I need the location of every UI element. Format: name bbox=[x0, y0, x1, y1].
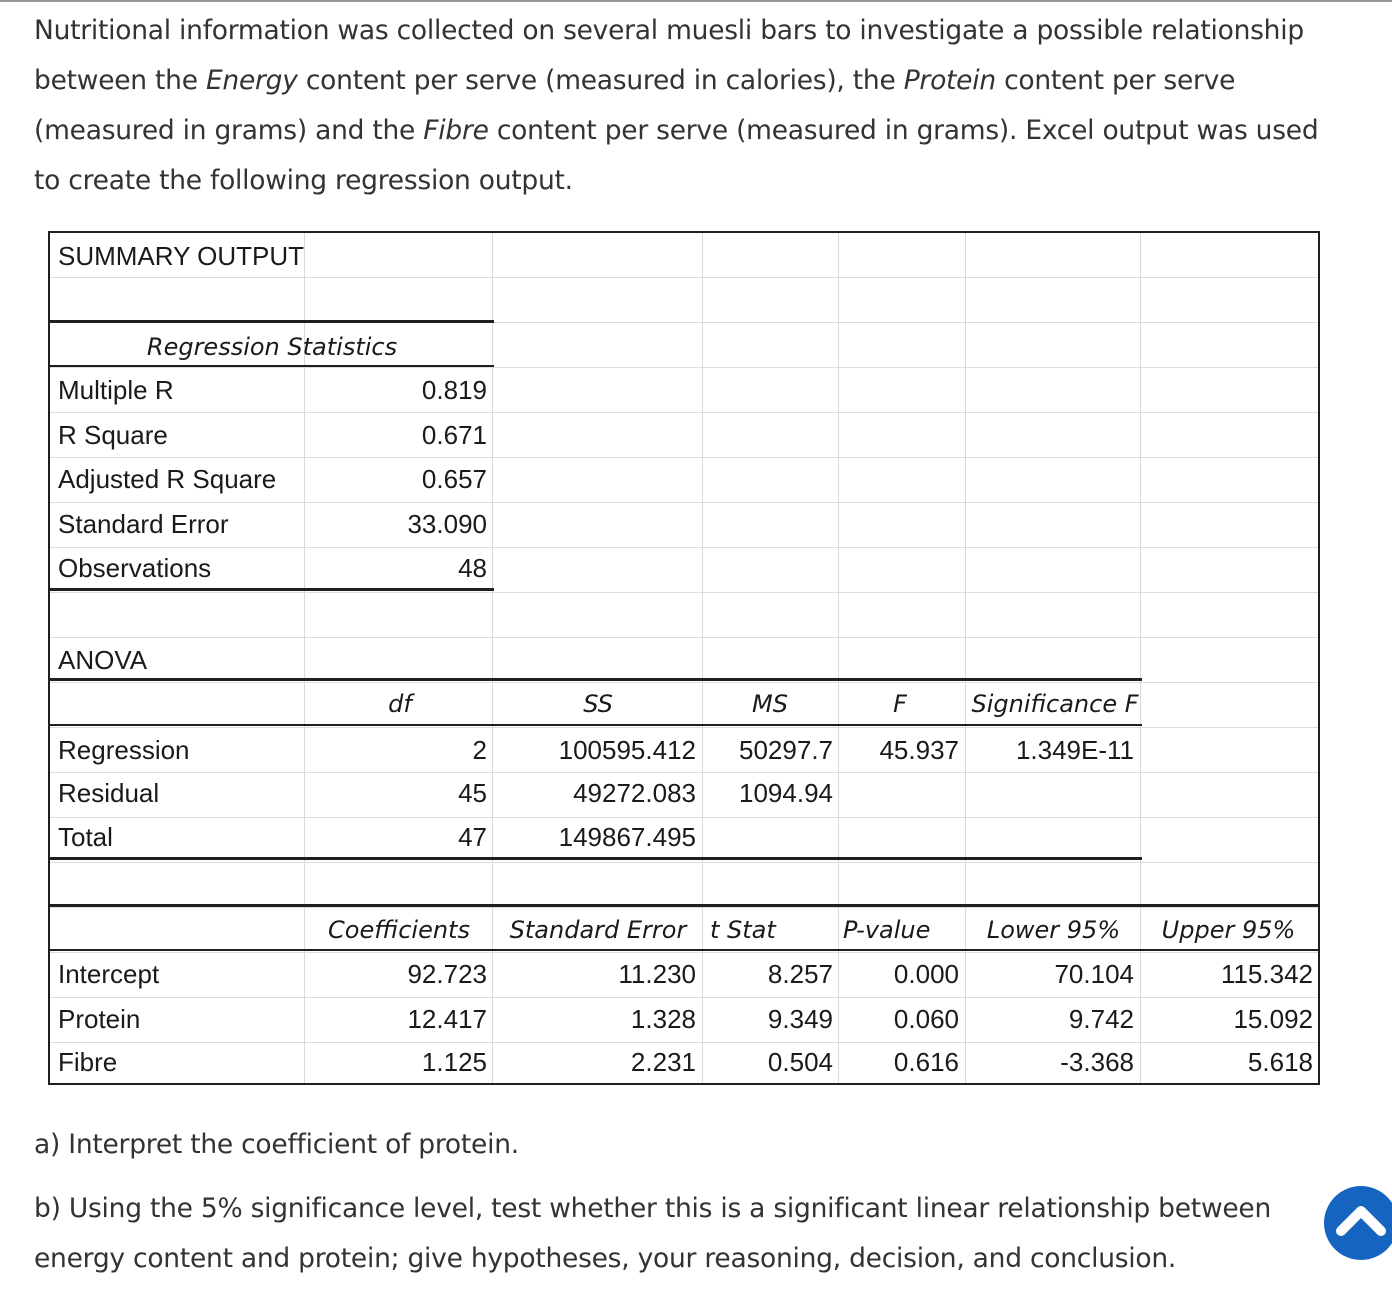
anova-header-f: F bbox=[893, 690, 907, 718]
intro-text: Nutritional information was collected on several muesli bars to investigate a possible relationship bbox=[34, 15, 1304, 46]
coef-header-tstat: t Stat bbox=[710, 916, 776, 944]
coef-header-stderr: Standard Error bbox=[509, 916, 687, 944]
coef-pvalue: 0.616 bbox=[893, 1047, 959, 1077]
anova-df: 45 bbox=[458, 778, 487, 808]
anova-f: 45.937 bbox=[879, 735, 959, 765]
intro-text: content per serve (measured in grams). Excel output was used bbox=[488, 115, 1319, 146]
regstats-header-rule bbox=[50, 365, 494, 367]
anova-title: ANOVA bbox=[58, 645, 148, 675]
regstats-top-rule bbox=[50, 320, 494, 323]
coef-header-upper95: Upper 95% bbox=[1161, 916, 1296, 944]
stat-label: Adjusted R Square bbox=[58, 464, 277, 494]
anova-df: 47 bbox=[458, 822, 487, 852]
stat-value: 48 bbox=[458, 553, 487, 583]
anova-ss: 100595.412 bbox=[558, 735, 696, 765]
intro-text: content per serve (measured in calories), the bbox=[297, 65, 904, 96]
anova-header-sigf: Significance F bbox=[971, 690, 1139, 718]
coef-value: 92.723 bbox=[407, 959, 487, 989]
coef-stderr: 1.328 bbox=[630, 1004, 696, 1034]
stat-label: Standard Error bbox=[58, 509, 229, 539]
coef-upper95: 5.618 bbox=[1247, 1047, 1313, 1077]
anova-ss: 149867.495 bbox=[558, 822, 696, 852]
question-a: a) Interpret the coefficient of protein. bbox=[34, 1129, 519, 1160]
intro-line-1 bbox=[34, 6, 1364, 56]
regstats-bottom-rule bbox=[50, 588, 494, 591]
top-divider bbox=[0, 0, 1392, 2]
coef-stderr: 2.231 bbox=[630, 1047, 696, 1077]
coef-value: 1.125 bbox=[421, 1047, 487, 1077]
intro-text: between the bbox=[34, 65, 206, 96]
anova-row-label: Residual bbox=[58, 778, 160, 808]
coef-lower95: 70.104 bbox=[1054, 959, 1134, 989]
coef-row-label: Fibre bbox=[58, 1047, 118, 1077]
coef-pvalue: 0.000 bbox=[893, 959, 959, 989]
intro-text: content per serve bbox=[995, 65, 1236, 96]
coef-value: 12.417 bbox=[407, 1004, 487, 1034]
stat-label: Observations bbox=[58, 553, 212, 583]
anova-df: 2 bbox=[472, 735, 487, 765]
question-b-line-2: energy content and protein; give hypotheses, your reasoning, decision, and conclusion. bbox=[34, 1243, 1177, 1274]
intro-paragraph bbox=[34, 6, 1364, 206]
intro-text: to create the following regression output. bbox=[34, 165, 573, 196]
anova-row-label: Total bbox=[58, 822, 113, 852]
variable-energy: Energy bbox=[205, 65, 298, 96]
coef-header-coefficients: Coefficients bbox=[328, 916, 470, 944]
intro-line-2 bbox=[34, 56, 1364, 106]
coef-header-rule bbox=[50, 949, 1320, 951]
stat-value: 33.090 bbox=[407, 509, 487, 539]
coef-pvalue: 0.060 bbox=[893, 1004, 959, 1034]
chevron-up-icon bbox=[1324, 1186, 1392, 1260]
coef-lower95: -3.368 bbox=[1060, 1047, 1134, 1077]
question-b-line-1: b) Using the 5% significance level, test whether this is a significant linear relationship between bbox=[34, 1193, 1272, 1224]
variable-protein: Protein bbox=[903, 65, 996, 96]
coef-header-lower95: Lower 95% bbox=[986, 916, 1121, 944]
anova-header-rule bbox=[50, 724, 1142, 726]
anova-row-label: Regression bbox=[58, 735, 190, 765]
stat-value: 0.819 bbox=[421, 375, 487, 405]
coef-tstat: 9.349 bbox=[767, 1004, 833, 1034]
intro-line-4 bbox=[34, 156, 1364, 206]
anova-ss: 49272.083 bbox=[573, 778, 696, 808]
variable-fibre: Fibre bbox=[423, 115, 489, 146]
coef-lower95: 9.742 bbox=[1068, 1004, 1134, 1034]
anova-header-ss: SS bbox=[583, 690, 613, 718]
anova-top-rule bbox=[50, 678, 1142, 681]
stat-value: 0.657 bbox=[421, 464, 487, 494]
anova-bottom-rule bbox=[50, 857, 1142, 860]
coef-upper95: 15.092 bbox=[1233, 1004, 1313, 1034]
coef-header-pvalue: P-value bbox=[843, 916, 931, 944]
stat-value: 0.671 bbox=[421, 420, 487, 450]
regression-output-sheet bbox=[48, 231, 1320, 1085]
coef-tstat: 0.504 bbox=[767, 1047, 833, 1077]
coef-stderr: 11.230 bbox=[618, 959, 696, 989]
coef-top-rule bbox=[50, 904, 1320, 907]
stat-label: R Square bbox=[58, 420, 168, 450]
coef-row-label: Intercept bbox=[58, 959, 160, 989]
regstats-header: Regression Statistics bbox=[146, 333, 398, 361]
intro-text: (measured in grams) and the bbox=[34, 115, 424, 146]
anova-sigf: 1.349E-11 bbox=[1015, 735, 1134, 765]
coef-tstat: 8.257 bbox=[767, 959, 833, 989]
anova-header-df: df bbox=[388, 690, 412, 718]
stat-label: Multiple R bbox=[58, 375, 174, 405]
anova-ms: 1094.94 bbox=[739, 778, 833, 808]
summary-title: SUMMARY OUTPUT bbox=[58, 241, 305, 271]
coef-row-label: Protein bbox=[58, 1004, 141, 1034]
scroll-to-top-button[interactable] bbox=[1324, 1186, 1392, 1260]
intro-line-3 bbox=[34, 106, 1364, 156]
coef-upper95: 115.342 bbox=[1220, 959, 1313, 989]
anova-header-ms: MS bbox=[752, 690, 788, 718]
anova-ms: 50297.7 bbox=[739, 735, 833, 765]
